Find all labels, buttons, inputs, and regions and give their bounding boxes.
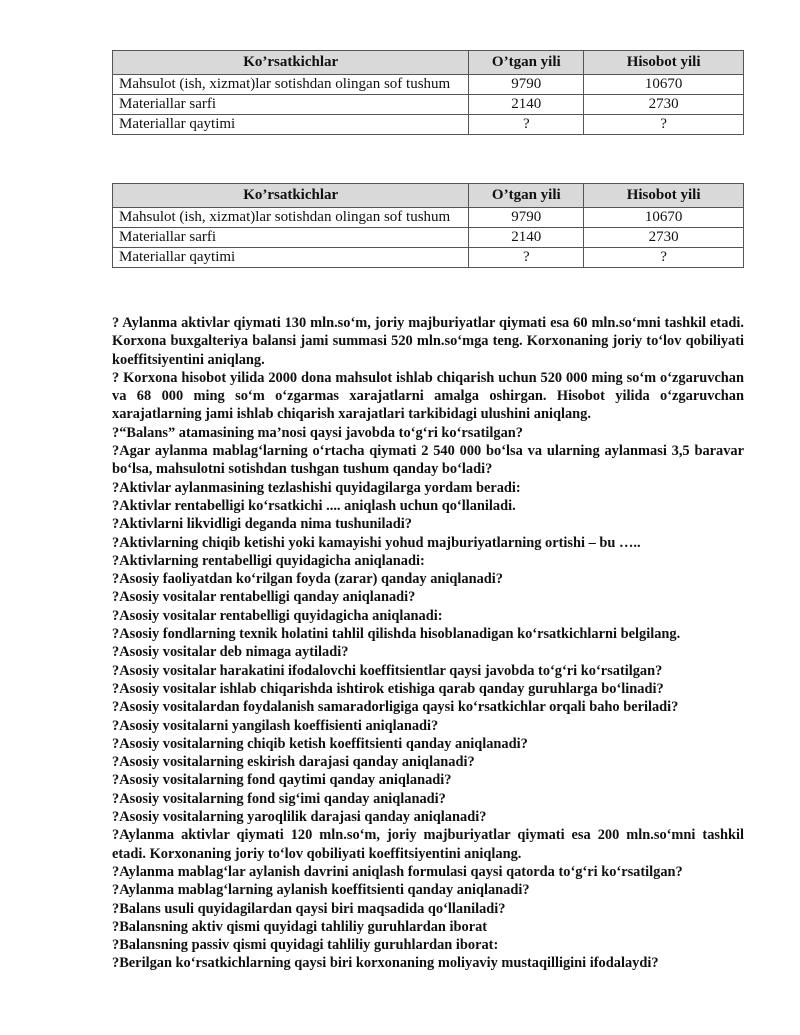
table-header-row: [113, 184, 744, 208]
row-label: Mahsulot (ish, xizmat)lar sotishdan olingan sof tushum: [113, 208, 469, 228]
table-header-row: [113, 51, 744, 75]
row-value-report: 2730: [584, 95, 744, 115]
question-item: ?Asosiy vositalarning fond qaytimi qanday aniqlanadi?: [112, 772, 452, 789]
question-item: ?Aktivlarning chiqib ketishi yoki kamayishi yohud majburiyatlarning ortishi – bu …..: [112, 534, 641, 551]
question-item: ?Aylanma aktivlar qiymati 120 mln.so‘m, joriy majburiyatlar qiymati esa 200 mln.so‘mni tashkil etadi. Korxonaning joriy to‘lov qobiliyati koeffitsiyentini aniqlang.: [112, 827, 744, 862]
header-report-year: Hisobot yili: [584, 184, 744, 208]
question-item: ?Agar aylanma mablag‘larning o‘rtacha qiymati 2 540 000 bo‘lsa va ularning aylanmasi 3,5 baravar bo‘lsa, mahsulotni sotishdan tushgan tushum qanday bo‘ladi?: [112, 443, 744, 478]
row-value-previous: 2140: [469, 228, 584, 248]
question-item: ?Aylanma mablag‘larning aylanish koeffitsienti qanday aniqlanadi?: [112, 882, 530, 899]
question-item: ?Balans usuli quyidagilardan qaysi biri maqsadida qo‘llaniladi?: [112, 900, 506, 917]
row-label: Materiallar qaytimi: [113, 248, 469, 268]
row-value-report: ?: [584, 248, 744, 268]
row-value-report: 10670: [584, 208, 744, 228]
question-item: ?Asosiy vositalar rentabelligi qanday aniqlanadi?: [112, 589, 416, 606]
question-item: ?Asosiy vositalarning eskirish darajasi qanday aniqlanadi?: [112, 754, 475, 771]
question-item: ?Aylanma mablag‘lar aylanish davrini aniqlash formulasi qaysi qatorda to‘g‘ri ko‘rsatilgan?: [112, 863, 683, 880]
indicators-table: [112, 183, 744, 268]
question-item: ? Korxona hisobot yilida 2000 dona mahsulot ishlab chiqarish uchun 520 000 ming so‘m o‘zgaruvchan va 68 000 ming so‘m o‘zgarmas xarajatlarni amalga oshirgan. Hisobot yilida o‘zgaruvchan xarajatlarning jami ishlab chiqarish xarajatlari tarkibidagi ulushini aniqlang.: [112, 369, 744, 423]
question-item: ?“Balans” atamasining ma’nosi qaysi javobda to‘g‘ri ko‘rsatilgan?: [112, 424, 523, 441]
question-item: ?Asosiy vositalarni yangilash koeffisienti aniqlanadi?: [112, 717, 439, 734]
header-indicators: Ko’rsatkichlar: [113, 51, 469, 75]
question-list: [112, 314, 744, 973]
question-item: ?Aktivlarning rentabelligi quyidagicha aniqlanadi:: [112, 552, 425, 569]
question-item: ? Aylanma aktivlar qiymati 130 mln.so‘m, joriy majburiyatlar qiymati esa 60 mln.so‘mni tashkil etadi. Korxona buxgalteriya balansi jami summasi 520 mln.so‘mga teng. Korxonaning joriy to‘lov qobiliyati koeffitsiyentini aniqlang.: [112, 315, 744, 368]
question-item: ?Asosiy vositalarning chiqib ketish koeffitsienti qanday aniqlanadi?: [112, 735, 528, 752]
table-row: [113, 208, 744, 228]
row-value-previous: ?: [469, 248, 584, 268]
question-item: ?Asosiy vositalar deb nimaga aytiladi?: [112, 644, 349, 661]
row-value-report: ?: [584, 115, 744, 135]
question-item: ?Asosiy vositalar harakatini ifodalovchi koeffitsientlar qaysi javobda to‘g‘ri ko‘rsatilgan?: [112, 662, 663, 679]
question-item: ?Aktivlarni likvidligi deganda nima tushuniladi?: [112, 516, 412, 533]
question-item: ?Berilgan ko‘rsatkichlarning qaysi biri korxonaning moliyaviy mustaqilligini ifodalaydi?: [112, 955, 659, 972]
row-value-report: 10670: [584, 75, 744, 95]
row-value-previous: 2140: [469, 95, 584, 115]
row-value-previous: 9790: [469, 208, 584, 228]
question-item: ?Aktivlar rentabelligi ko‘rsatkichi .... aniqlash uchun qo‘llaniladi.: [112, 497, 516, 514]
question-item: ?Asosiy vositalar rentabelligi quyidagicha aniqlanadi:: [112, 607, 443, 624]
header-indicators: Ko’rsatkichlar: [113, 184, 469, 208]
row-label: Materiallar sarfi: [113, 228, 469, 248]
indicators-table: [112, 50, 744, 135]
table-row: [113, 95, 744, 115]
header-report-year: Hisobot yili: [584, 51, 744, 75]
table-row: [113, 228, 744, 248]
row-value-report: 2730: [584, 228, 744, 248]
question-item: ?Asosiy vositalarning fond sig‘imi qanday aniqlanadi?: [112, 790, 446, 807]
table-row: [113, 75, 744, 95]
question-item: ?Asosiy fondlarning texnik holatini tahlil qilishda hisoblanadigan ko‘rsatkichlarni belgilang.: [112, 626, 681, 643]
question-item: ?Balansning aktiv qismi quyidagi tahliliy guruhlardan iborat: [112, 918, 488, 935]
question-item: ?Asosiy faoliyatdan ko‘rilgan foyda (zarar) qanday aniqlanadi?: [112, 571, 503, 588]
question-item: ?Asosiy vositalarning yaroqlilik darajasi qanday aniqlanadi?: [112, 809, 487, 826]
question-item: ?Asosiy vositalardan foydalanish samaradorligiga qaysi ko‘rsatkichlar orqali baho beriladi?: [112, 699, 679, 716]
question-item: ?Balansning passiv qismi quyidagi tahliliy guruhlardan iborat:: [112, 937, 499, 954]
row-label: Materiallar sarfi: [113, 95, 469, 115]
question-item: ?Asosiy vositalar ishlab chiqarishda ishtirok etishiga qarab qanday guruhlarga bo‘linadi?: [112, 680, 664, 697]
header-previous-year: O’tgan yili: [469, 51, 584, 75]
table-row: [113, 115, 744, 135]
row-value-previous: 9790: [469, 75, 584, 95]
table-row: [113, 248, 744, 268]
row-value-previous: ?: [469, 115, 584, 135]
row-label: Mahsulot (ish, xizmat)lar sotishdan olingan sof tushum: [113, 75, 469, 95]
header-previous-year: O’tgan yili: [469, 184, 584, 208]
question-item: ?Aktivlar aylanmasining tezlashishi quyidagilarga yordam beradi:: [112, 479, 521, 496]
row-label: Materiallar qaytimi: [113, 115, 469, 135]
